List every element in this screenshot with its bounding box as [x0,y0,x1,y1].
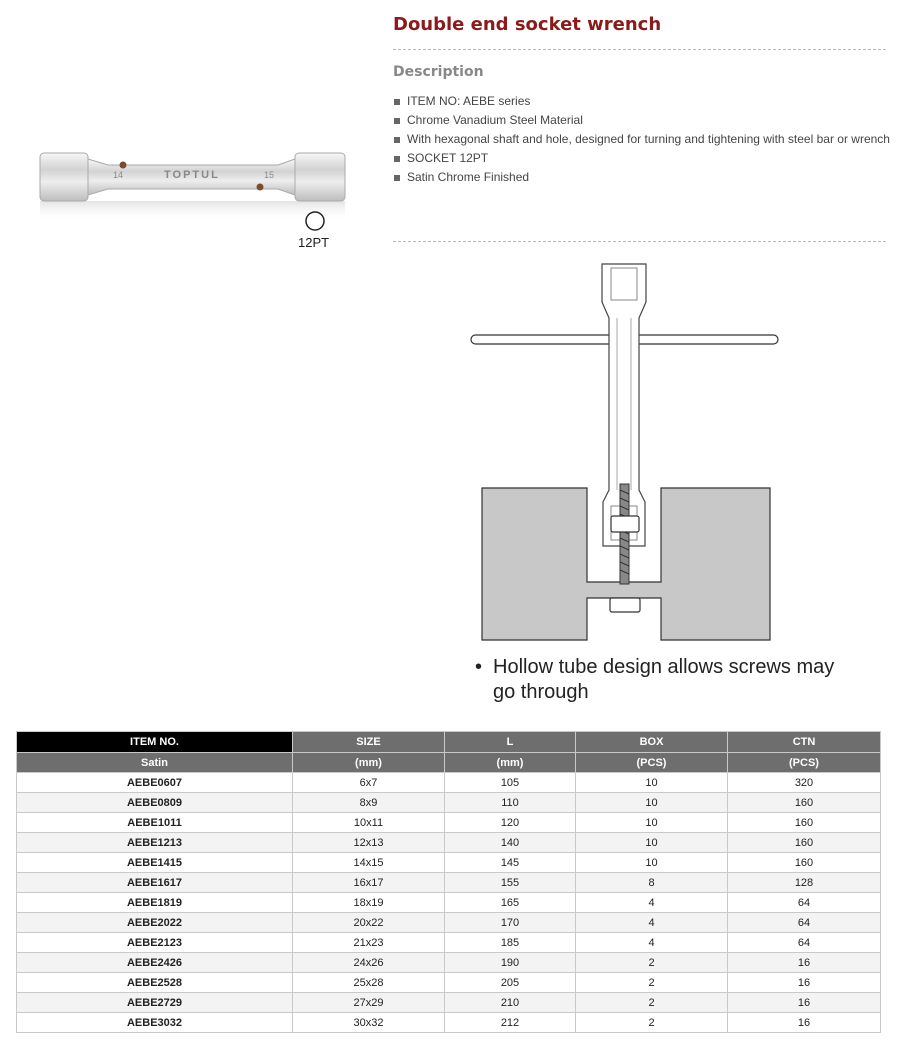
item-no-cell: AEBE2426 [17,953,293,973]
point-label: 12PT [298,235,330,250]
ctn-cell: 16 [728,953,881,973]
ctn-cell: 160 [728,853,881,873]
divider [393,49,886,50]
length-cell: 105 [445,773,576,793]
item-no-cell: AEBE1011 [17,813,293,833]
subheader-finish: Satin [17,753,293,773]
bullet-icon [394,99,400,105]
box-cell: 4 [576,893,728,913]
item-no-cell: AEBE1819 [17,893,293,913]
diagram-caption: • Hollow tube design allows screws may go through [475,656,835,703]
item-no-cell: AEBE0607 [17,773,293,793]
box-cell: 2 [576,953,728,973]
list-item: ITEM NO: AEBE series [394,92,890,111]
table-row [17,773,881,793]
size-cell: 12x13 [293,833,445,853]
bullet-icon [394,118,400,124]
product-image [30,145,360,260]
left-size-label: 14 [113,170,124,180]
size-cell: 10x11 [293,813,445,833]
box-cell: 2 [576,973,728,993]
table-row [17,793,881,813]
table-row [17,813,881,833]
table-row [17,853,881,873]
size-cell: 21x23 [293,933,445,953]
brand-logo: TOPTUL [164,169,220,181]
size-cell: 18x19 [293,893,445,913]
length-cell: 185 [445,933,576,953]
length-cell: 205 [445,973,576,993]
ctn-cell: 64 [728,913,881,933]
item-no-cell: AEBE2123 [17,933,293,953]
size-cell: 20x22 [293,913,445,933]
col-header-box: BOX [576,732,728,753]
bullet-icon [394,175,400,181]
table-row [17,893,881,913]
box-cell: 2 [576,1013,728,1033]
list-item: SOCKET 12PT [394,149,890,168]
box-cell: 10 [576,813,728,833]
length-cell: 212 [445,1013,576,1033]
ctn-cell: 320 [728,773,881,793]
length-cell: 120 [445,813,576,833]
box-cell: 10 [576,833,728,853]
size-cell: 25x28 [293,973,445,993]
table-row [17,953,881,973]
length-cell: 145 [445,853,576,873]
divider [393,241,886,242]
col-header-size: SIZE [293,732,445,753]
subheader-box-unit: (PCS) [576,753,728,773]
ctn-cell: 16 [728,993,881,1013]
item-no-cell: AEBE1415 [17,853,293,873]
table-row [17,873,881,893]
table-row [17,933,881,953]
item-no-cell: AEBE2729 [17,993,293,1013]
table-row [17,833,881,853]
list-item: With hexagonal shaft and hole, designed for turning and tightening with steel bar or wrench [394,130,890,149]
length-cell: 140 [445,833,576,853]
box-cell: 2 [576,993,728,1013]
table-row [17,913,881,933]
item-no-cell: AEBE1617 [17,873,293,893]
bullet-icon: • [475,656,483,678]
ctn-cell: 16 [728,1013,881,1033]
size-cell: 6x7 [293,773,445,793]
ctn-cell: 64 [728,893,881,913]
usage-diagram [465,258,785,648]
size-cell: 30x32 [293,1013,445,1033]
item-no-cell: AEBE3032 [17,1013,293,1033]
table-row [17,993,881,1013]
item-no-cell: AEBE2022 [17,913,293,933]
length-cell: 165 [445,893,576,913]
col-header-item: ITEM NO. [17,732,293,753]
size-cell: 8x9 [293,793,445,813]
ctn-cell: 160 [728,813,881,833]
table-row [17,1013,881,1033]
box-cell: 10 [576,773,728,793]
ctn-cell: 128 [728,873,881,893]
length-cell: 170 [445,913,576,933]
subheader-length-unit: (mm) [445,753,576,773]
right-size-label: 15 [264,170,275,180]
item-no-cell: AEBE2528 [17,973,293,993]
box-cell: 10 [576,853,728,873]
spec-table [16,731,881,1033]
list-item: Chrome Vanadium Steel Material [394,111,890,130]
list-item: Satin Chrome Finished [394,168,890,187]
subheader-size-unit: (mm) [293,753,445,773]
subheader-ctn-unit: (PCS) [728,753,881,773]
box-cell: 8 [576,873,728,893]
table-header-row [17,732,881,753]
box-cell: 4 [576,913,728,933]
size-cell: 24x26 [293,953,445,973]
box-cell: 10 [576,793,728,813]
description-heading: Description [393,64,484,80]
box-cell: 4 [576,933,728,953]
item-no-cell: AEBE1213 [17,833,293,853]
length-cell: 110 [445,793,576,813]
length-cell: 210 [445,993,576,1013]
size-cell: 16x17 [293,873,445,893]
col-header-length: L [445,732,576,753]
table-subheader-row [17,753,881,773]
length-cell: 155 [445,873,576,893]
ctn-cell: 160 [728,793,881,813]
description-list [394,92,890,187]
ctn-cell: 64 [728,933,881,953]
page-title: Double end socket wrench [393,14,662,35]
col-header-ctn: CTN [728,732,881,753]
size-cell: 14x15 [293,853,445,873]
bullet-icon [394,137,400,143]
table-row [17,973,881,993]
bullet-icon [394,156,400,162]
ctn-cell: 160 [728,833,881,853]
item-no-cell: AEBE0809 [17,793,293,813]
size-cell: 27x29 [293,993,445,1013]
length-cell: 190 [445,953,576,973]
ctn-cell: 16 [728,973,881,993]
